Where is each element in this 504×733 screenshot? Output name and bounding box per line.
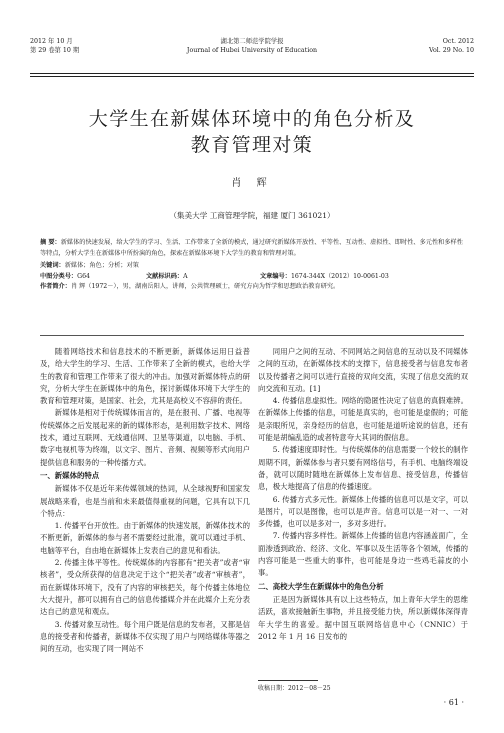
body-paragraph: 新媒体不仅是近年来传媒领域的热词，从全球视野和国家发展战略来看，也是当前和未来最值得重视的问题，它具有以下几个特点： (40, 484, 250, 518)
author-name: 肖 辉 (231, 178, 273, 189)
keywords-text: 新媒体；角色；分析；对策 (64, 262, 139, 270)
header-journal-en: Journal of Hubei University of Education (186, 47, 318, 54)
title-line-2: 教育管理对策 (190, 134, 314, 156)
body-paragraph: 1. 传播平台开放性。由于新媒体的快速发展，新媒体技术的不断更新，新媒体的参与者不需要经过批准，就可以通过手机、电脑等平台，自由地在新媒体上发表自己的意见和看法。 (40, 521, 250, 555)
keywords (40, 261, 464, 272)
title-line-1: 大学生在新媒体环境中的角色分析及 (88, 108, 416, 130)
body-column-left (40, 346, 250, 655)
abstract-text: 新媒体的快速发展，给大学生的学习、生活、工作带来了全新的模式，通过研究新媒体开放性、平等性、互动性、虚拟性、即时性、多元性和多样性等特点，分析大学生在新媒体中所扮演的角色，探索在新媒体环境下大学生的教育和管理对策。 (40, 239, 463, 257)
body-paragraph: 5. 传播速度即时性。与传统媒体的信息需要一个较长的制作周期不同，新媒体参与者只要有网络信号，有手机、电脑终端设备，就可以随时随地在新媒体上发布信息、接受信息，传播信息，极大地提高了信息的传播速度。 (258, 445, 468, 492)
bio-label: 作者简介： (40, 283, 71, 291)
body-paragraph: 随着网络技术和信息技术的不断更新，新媒体运用日益普及，给大学生的学习、生活、工作带来了全新的模式，也给大学生的教育和管理工作带来了很大的冲击。加强对新媒体特点的研究，分析大学生在新媒体中的角色，探讨新媒体环境下大学生的教育和管理对策，是国家、社会，尤其是高校义不容辞的责任。 (40, 347, 250, 406)
keywords-label: 关键词： (40, 262, 65, 270)
section-heading: 一、新媒体的特点 (40, 470, 100, 480)
received-date-footnote: 收稿日期：2012－08－25 (258, 685, 331, 692)
body-paragraph: 同用户之间的互动、不同网站之间信息的互动以及不同媒体之间的互动，在新媒体技术的支撑下，信息接受者与信息发布者以及传播者之间可以进行直接的双向交流，实现了信息交流的双向交流和互动。[1] (258, 347, 468, 393)
header-rule-thick (30, 73, 474, 74)
running-header (30, 37, 474, 69)
abstract (40, 238, 464, 259)
header-volume: 第 29 卷第 10 期 (30, 47, 80, 54)
document-code: 文献标识码：A (146, 272, 188, 280)
body-paragraph: 7. 传播内容多样性。新媒体上传播的信息内容涵盖面广，全面渗透到政治、经济、文化、军事以及生活等各个领域，传播的内容可能是一些重大的事件，也可能是身边一些鸡毛蒜皮的小事。 (258, 531, 468, 578)
header-date-en: Oct. 2012 (442, 38, 474, 45)
body-paragraph: 6. 传播方式多元性。新媒体上传播的信息可以是文字，可以是图片，可以是图像，也可以是声音。信息可以是一对一、一对多传播，也可以是多对一，多对多进行。 (258, 494, 468, 529)
header-volume-en: Vol. 29 No. 10 (429, 47, 474, 54)
footnote-rule (258, 680, 318, 681)
abstract-divider (40, 335, 464, 336)
section-heading: 二、高校大学生在新媒体中的角色分析 (258, 581, 384, 591)
classification-row (40, 272, 464, 283)
abstract-label: 摘 要： (40, 239, 61, 246)
author-affiliation: （集美大学 工商管理学院，福建 厦门 361021） (169, 211, 335, 220)
header-date: 2012 年 10 月 (30, 38, 73, 45)
body-paragraph: 新媒体是相对于传统媒体而言的，是在报刊、广播、电视等传统媒体之后发展起来的新的媒体形态，是利用数字技术、网络技术，通过互联网、无线通信网、卫星等渠道，以电脑、手机、数字电视机等为终端，以文字、图片、音频、视频等形式向用户提供信息和服务的一种传播方式。 (40, 408, 250, 467)
body-paragraph: 4. 传播信息虚拟性。网络的隐匿性决定了信息的真假难辨。在新媒体上传播的信息，可能是真实的，也可能是虚假的；可能是亲眼所见，亲身经历的信息，也可能是道听途说的信息，还有可能是胡编乱造的或者特意夸大其词的假信息。 (258, 396, 468, 443)
header-rule-thin (30, 76, 474, 77)
page-number: · 61 · (443, 698, 464, 707)
body-paragraph: 2. 传播主体平等性。传统媒体的内容都有“把关者”或者“审核者”，受众所获得的信息决定于这个“把关者”或者“审核者”，而在新媒体环境下，没有了内容的审核把关，每个传播主体地位大大提升，都可以拥有自己的信息传播媒介并在此媒介上充分表达自己的意见和观点。 (40, 558, 250, 617)
body-paragraph: 正是因为新媒体具有以上这些特点，加上青年大学生的思维活跃，喜欢接触新生事物，并且接受能力快，所以新媒体深得青年大学生的喜爱。据中国互联网络信息中心（CNNIC）于 2012 年 1 月 16 日发布的 (258, 594, 468, 641)
paper-title (30, 106, 474, 158)
body-column-right (258, 346, 468, 643)
body-paragraph: 3. 传播对象互动性。每个用户既是信息的发布者，又都是信息的接受者和传播者，新媒体不仅实现了用户与网络媒体等器之间的互动，也实现了同一网站不 (40, 619, 250, 654)
abstract-block (40, 238, 464, 293)
clc-number: 中图分类号：G64 (40, 272, 90, 280)
author-bio (40, 282, 464, 293)
header-journal-cn: 湖北第二师范学院学报 (220, 38, 284, 45)
bio-text: 肖 辉（1972－），男，湖南岳阳人，讲师，公共管理硕士，研究方向为哲学和思想政治教育研究。 (70, 283, 340, 291)
article-number: 文章编号：1674-344X（2012）10-0061-03 (260, 272, 389, 280)
